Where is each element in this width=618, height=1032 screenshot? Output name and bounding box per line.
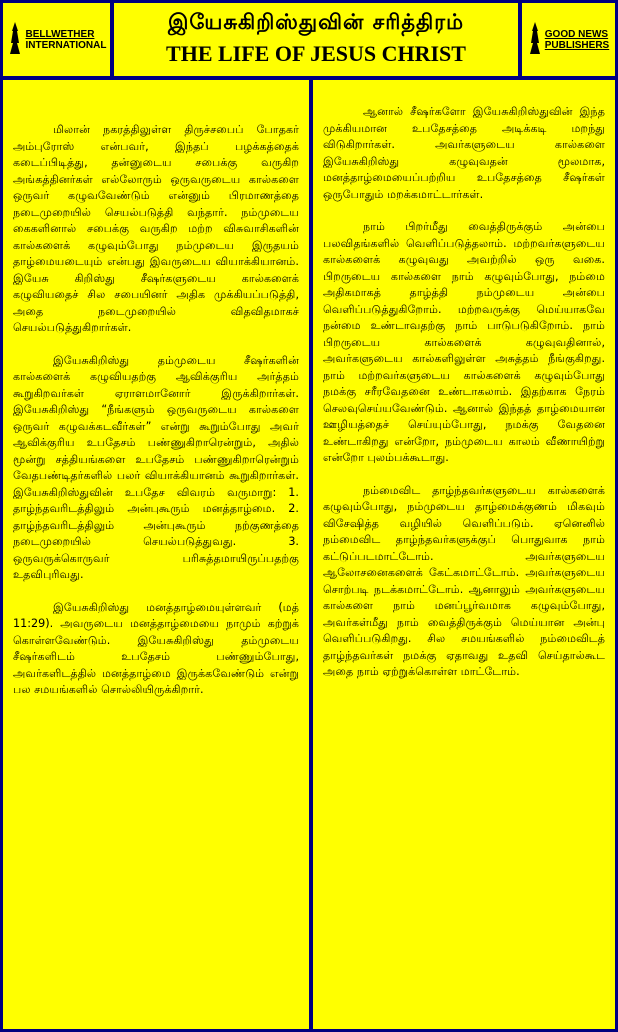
good-news-logo-icon — [528, 21, 542, 59]
logo-line: GOOD NEWS — [544, 28, 609, 40]
paragraph: இயேசுகிறிஸ்து தம்முடைய சீஷர்களின் கால்களைக் கழுவியதற்கு ஆவிக்குரிய அர்த்தம் கூறுகிறவர்கள் ஏராளமானோர் இருக்கிறார்கள். இயேசுகிறிஸ்து “நீங்களும் ஒருவருடைய கால்களை ஒருவர் கழுவக்கடவீர்கள்” என்று கூறும்போது அவர் ஆவிக்குரிய உபதேசம் பண்ணுகிறாரென்றும், அதில் மூன்று சத்தியங்களை உபதேசம் பண்ணுகிறாரென்றும் வேதபண்டிதர்களில் பலர் வியாக்கியானம் கூறுகிறார்கள். இயேசுகிறிஸ்துவின் உபதேச விவரம் வருமாறு: 1. தாழ்ந்தவரிடத்திலும் அன்புகூரும் மனத்தாழ்மை. 2. தாழ்ந்தவரிடத்திலும் அன்புகூரும் நற்குணத்தை நடைமுறையில் செயல்படுத்துவது. 3. ஒருவருக்கொருவர் பரிசுத்தமாயிருப்பதற்கு உதவிபுரிவது. — [13, 353, 299, 581]
good-news-logo-text — [545, 29, 609, 51]
title-tamil: இயேசுகிறிஸ்துவின் சரித்திரம் — [167, 9, 465, 34]
paragraph: மிலான் நகரத்திலுள்ள திருச்சபைப் போதகர் அம்புரோஸ் என்பவர், இந்தப் பழக்கத்தைக் கடைப்பிடித்து, தன்னுடைய சபைக்கு வருகிற அங்கத்தினர்கள் எல்லோரும் ஒருவருடைய கால்களை ஒருவர் கழுவவேண்டும் என்னும் பிரமாணத்தை நடைமுறையில் செயல்படுத்தி வந்தார். நம்முடைய கைகளினால் சபைக்கு வருகிற மற்ற விசுவாசிகளின் கால்களைக் கழுவும்போது நம்முடைய இருதயம் தாழ்மையடையும் என்பது இவருடைய வியாக்கியானம். இயேசு கிறிஸ்து சீஷர்களுடைய கால்களைக் கழுவியதைச் சில சபையினர் அதிக முக்கியப்படுத்தி, அதை நடைமுறையில் விதவிதமாகச் செயல்படுத்துகிறார்கள். — [13, 123, 299, 334]
good-news-logo — [522, 3, 615, 76]
paragraph: நாம் பிறர்மீது வைத்திருக்கும் அன்பை பலவிதங்களில் வெளிப்படுத்தலாம். மற்றவர்களுடைய கால்களைக் கழுவுவது அவற்றில் ஒரு வகை. பிறருடைய கால்களை நாம் கழுவும்போது, நம்மை அதிகமாகத் தாழ்த்தி நம்முடைய அன்பை வெளிப்படுத்துகிறோம். மற்றவருக்கு மெய்யாகவே நன்மை உண்டாவதற்கு நாம் பாடுபடுகிறோம். நாம் பிறருடைய கால்களைக் கழுவுவதினால், அவர்களுடைய கால்களிலுள்ள அசுத்தம் நீங்குகிறது. நாம் மற்றவர்களுடைய கால்களைக் கழுவும்போது நமக்கு சரீரவேதனை உண்டாகலாம். இதற்காக நேரம் செலவுசெய்யவேண்டும். ஆனால் இந்தத் தாழ்மையான ஊழியத்தைச் செய்யும்போது, நமக்கு வேதனை உண்டாகிறது என்றோ, நம்முடைய காலம் வீணாயிற்று என்றோ புலம்பக்கூடாது. — [323, 220, 605, 464]
paragraph: ஆனால் சீஷர்களோ இயேசுகிறிஸ்துவின் இந்த முக்கியமான உபதேசத்தை அடிக்கடி மறந்து விடுகிறார்கள். அவர்களுடைய கால்களை இயேசுகிறிஸ்து கழுவுவதன் மூலமாக, மனத்தாழ்மையைப்பற்றிய உபதேசத்தை சீஷர்கள் ஒருபோதும் மறக்கமாட்டார்கள். — [323, 105, 605, 201]
logo-line: BELLWETHER — [25, 28, 95, 40]
paragraph: நம்மைவிட தாழ்ந்தவர்களுடைய கால்களைக் கழுவும்போது, நம்முடைய தாழ்மைக்குணம் மிகவும் விசேஷித்த வழியில் வெளிப்படும். ஏனெனில் நம்மைவிட தாழ்ந்தவர்களுக்குப் பொதுவாக நாம் கட்டுப்படமாட்டோம். அவர்களுடைய ஆலோசனைகளைக் கேட்கமாட்டோம். அவர்களுடைய சொற்படி நடக்கமாட்டோம். ஆனாலும் அவர்களுடைய கால்களை நாம் மனப்பூர்வமாக கழுவும்போது, அவர்கள்மீது நாம் வைத்திருக்கும் மெய்யான அன்பு வெளிப்படுகிறது. சில சமயங்களில் நம்மைவிடத் தாழ்ந்தவர்கள் நமக்கு ஏதாவது உதவி செய்தால்கூட அதை நாம் ஏற்றுக்கொள்ள மாட்டோம். — [323, 483, 605, 678]
left-column — [3, 80, 309, 1029]
paragraph: இயேசுகிறிஸ்து மனத்தாழ்மையுள்ளவர் (மத் 11:29). அவருடைய மனத்தாழ்மையை நாமும் கற்றுக் கொள்ளவேண்டும். இயேசுகிறிஸ்து தம்முடைய சீஷர்களிடம் உபதேசம் பண்ணும்போது, அவர்களிடத்தில் மனத்தாழ்மை இருக்கவேண்டும் என்று பல சமயங்களில் சொல்லியிருக்கிறார். — [13, 600, 299, 696]
logo-line: PUBLISHERS — [544, 39, 610, 51]
title-english: THE LIFE OF JESUS CHRIST — [166, 41, 466, 66]
bellwether-logo-icon — [7, 21, 23, 59]
logo-line: INTERNATIONAL — [25, 39, 107, 51]
bellwether-logo — [3, 3, 110, 76]
bellwether-logo-text — [26, 29, 107, 51]
right-column — [313, 80, 615, 1029]
page-header — [114, 3, 518, 76]
